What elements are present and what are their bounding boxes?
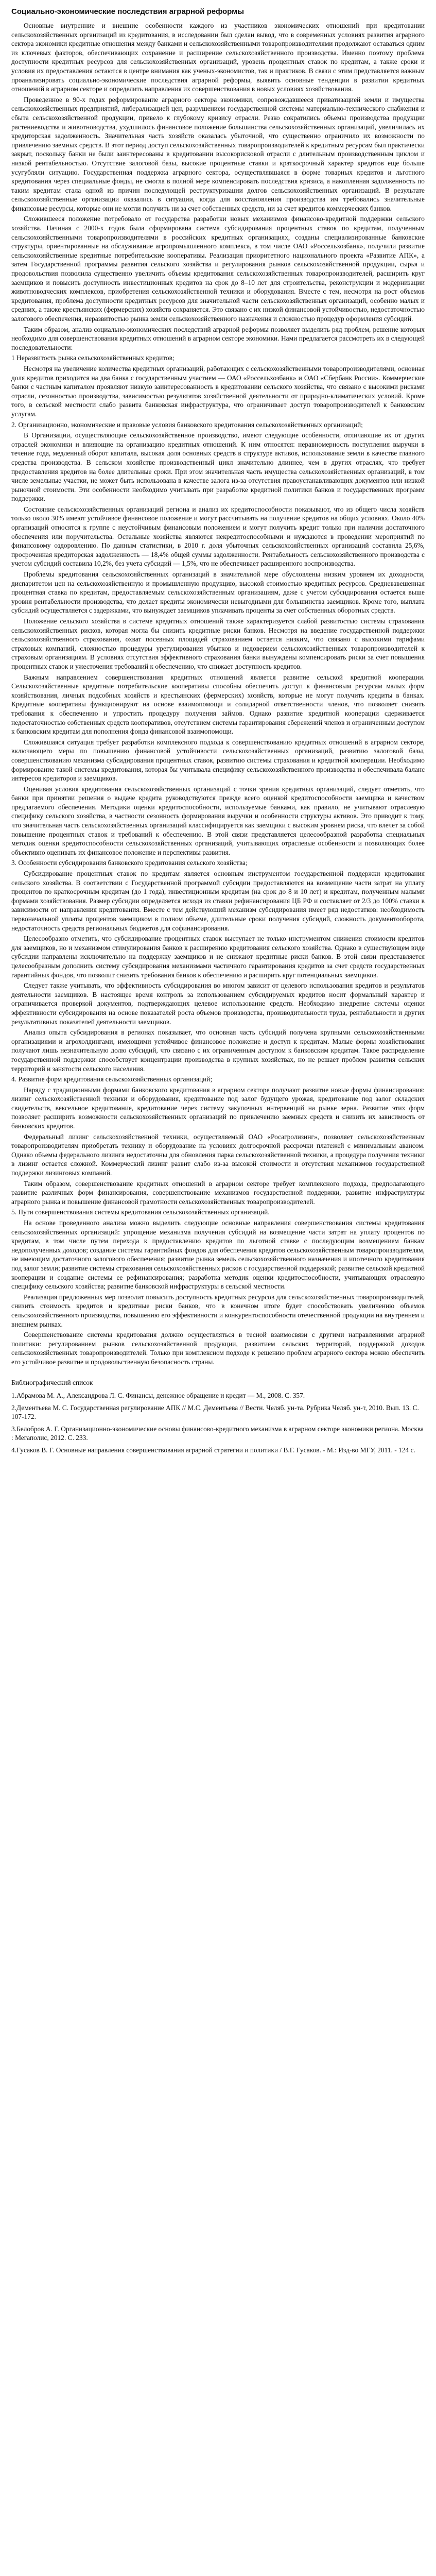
section-heading: 3. Особенности субсидирования банковского кредитования сельского хозяйства;	[11, 859, 248, 867]
section-heading: 1 Неразвитость рынка сельскохозяйственных кредитов;	[11, 354, 175, 362]
paragraph: Целесообразно отметить, что субсидирование процентных ставок выступает не только инструментом снижения стоимости кредитов для заемщиков, но и механизмом стимулирования банков к расширению кредитования сельского хозяйства. Однако в существующем виде субсидии направлены исключительно на поддержку заемщиков и не снижают кредитные риски банков. В этой связи представляется целесообразным дополнить систему субсидирования механизмами частичного гарантирования кредитов за счет средств государственных гарантийных фондов, что позволит снизить требования банков к обеспечению и расширить круг потенциальных заемщиков.	[11, 935, 425, 979]
paragraph: Анализ опыта субсидирования в регионах показывает, что основная часть субсидий получена крупными сельскохозяйственными организациями и агрохолдингами, имеющими устойчивое финансовое положение и доступ к кредитам. Малые формы хозяйствования получают лишь незначительную долю субсидий, что связано с их ограниченным доступом к банковским кредитам. Такое распределение государственной поддержки способствует концентрации производства в крупных хозяйствах, но не решает проблем развития сельских территорий и занятости сельского населения.	[11, 1028, 425, 1073]
paragraph: На основе проведенного анализа можно выделить следующие основные направления совершенствования системы кредитования сельскохозяйственных организаций: упрощение механизма получения субсидий на возмещение части затрат на уплату процентов по кредитам, в том числе путем перехода к предоставлению кредитов по льготной ставке с последующим возмещением банкам недополученных доходов; создание системы гарантийных фондов для обеспечения кредитов сельскохозяйственным товаропроизводителям, не имеющим достаточного залогового обеспечения; развитие рынка земель сельскохозяйственного назначения и ипотечного кредитования под залог земли; развитие системы страхования сельскохозяйственных рисков с государственной поддержкой; развитие сельской кредитной кооперации и создание системы ее рефинансирования; разработка методик оценки кредитоспособности, учитывающих отраслевую специфику сельского хозяйства; развитие банковской инфраструктуры в сельской местности.	[11, 1219, 425, 1291]
reference-item: 2.Дементьева М. С. Государственная регулирование АПК // М.С. Дементьева // Вестн. Челяб. ун-та. Рубрика Челяб. ун-т, 2010. Вып. 13. С. 107-172.	[11, 1403, 419, 1421]
section-heading: 4. Развитие форм кредитования сельскохозяйственных организаций;	[11, 1075, 213, 1083]
reference-item: 3.Белобров А. Г. Организационно-экономические основы финансово-кредитного механизма в аграрном секторе экономики региона. Москва : Мегаполис, 2012. С. 233.	[11, 1425, 424, 1442]
reference-item: 4.Гусаков В. Г. Основные направления совершенствования аграрной стратегии и политики / В.Г. Гусаков. - М.: Изд-во МГУ, 2011. - 124 с.	[11, 1446, 415, 1454]
paragraph: Проведенное в 90-х годах реформирование аграрного сектора экономики, сопровождавшееся приватизацией земли и имущества сельскохозяйственных предприятий, либерализацией цен, разрушением государственной системы материально-технического снабжения и сбыта сельскохозяйственной продукции, привело к глубокому кризису отрасли. Резко сократились объемы производства продукции растениеводства и животноводства, ухудшилось финансовое положение большинства сельскохозяйственных организаций, увеличилась их кредиторская задолженность. Значительная часть хозяйств оказалась убыточной, что существенно ограничило их возможности по привлечению заемных средств. В этот период доступ сельскохозяйственных товаропроизводителей к кредитным ресурсам был практически закрыт, поскольку банки не были заинтересованы в кредитовании высокорисковой отрасли с длительным производственным циклом и низкой рентабельностью. Отсутствие залоговой базы, высокие процентные ставки и краткосрочный характер кредитов еще больше усугубляли ситуацию. Государственная поддержка аграрного сектора, осуществлявшаяся в форме товарных кредитов и льготного кредитования через специальные фонды, не смогла в полной мере компенсировать последствия кризиса, а накопленная задолженность по таким кредитам стала одной из причин последующей реструктуризации долгов сельскохозяйственных организаций. В результате сельскохозяйственные организации оказались в ситуации, когда для восстановления производства им требовались значительные финансовые ресурсы, которые они не могли получить ни за счет собственных средств, ни за счет кредитов коммерческих банков.	[11, 95, 425, 212]
paragraph: Наряду с традиционными формами банковского кредитования в аграрном секторе получают развитие новые формы финансирования: лизинг сельскохозяйственной техники и оборудования, кредитование под залог будущего урожая, кредитование под залог складских свидетельств, вексельное кредитование, кредитование через систему закупочных интервенций на рынке зерна. Развитие этих форм позволяет расширить возможности сельскохозяйственных организаций по привлечению заемных средств и снизить их зависимость от банковских кредитов.	[11, 1086, 425, 1130]
document-title: Социально-экономические последствия аграрной реформы	[11, 7, 245, 16]
references-list	[11, 1391, 425, 1455]
paragraph: Важным направлением совершенствования кредитных отношений является развитие сельской кредитной кооперации. Сельскохозяйственные кредитные потребительские кооперативы способны обеспечить доступ к финансовым ресурсам малых форм хозяйствования, личных подсобных хозяйств и крестьянских (фермерских) хозяйств, которые не могут получить кредиты в банках. Кредитные кооперативы функционируют на основе взаимопомощи и солидарной ответственности членов, что позволяет снизить требования к обеспечению и упростить процедуру получения займов. Однако развитие кредитной кооперации сдерживается недостаточностью собственных средств кооперативов, отсутствием системы гарантирования сбережений членов и ограниченным доступом к банковским кредитам для пополнения фонда финансовой взаимопомощи.	[11, 673, 425, 736]
paragraph: Таким образом, совершенствование кредитных отношений в аграрном секторе требует комплексного подхода, предполагающего развитие различных форм финансирования, совершенствование механизмов государственной поддержки, развитие инфраструктуры аграрного рынка и повышение финансовой грамотности сельскохозяйственных товаропроизводителей.	[11, 1179, 425, 1206]
paragraph: Таким образом, анализ социально-экономических последствий аграрной реформы позволяет выделить ряд проблем, решение которых необходимо для совершенствования кредитных отношений в аграрном секторе экономики. Нами предлагается рассмотреть их в следующей последовательности:	[11, 325, 425, 351]
paragraph: Сложившееся положение потребовало от государства разработки новых механизмов финансово-кредитной поддержки сельского хозяйства. Начиная с 2000-х годов была сформирована система субсидирования процентных ставок по кредитам, полученным сельскохозяйственными товаропроизводителями в российских кредитных организациях, созданы специализированные банковские структуры, ориентированные на обслуживание агропромышленного комплекса, в том числе ОАО «Россельхозбанк», получили развитие сельскохозяйственные кредитные потребительские кооперативы. Реализация приоритетного национального проекта «Развитие АПК», а затем Государственной программы развития сельского хозяйства и регулирования рынков сельскохозяйственной продукции, сырья и продовольствия позволила существенно увеличить объемы кредитования сельскохозяйственных товаропроизводителей, расширить круг заемщиков и повысить доступность инвестиционных кредитов на срок до 8–10 лет для строительства, реконструкции и модернизации животноводческих комплексов, приобретения сельскохозяйственной техники и оборудования. Вместе с тем, несмотря на рост объемов кредитования, проблема доступности кредитных ресурсов для значительной части сельскохозяйственных организаций, особенно малых и средних, а также крестьянских (фермерских) хозяйств сохраняется. Это связано с их низкой финансовой устойчивостью, недостаточностью залогового обеспечения, неразвитостью рынка земли сельскохозяйственного назначения и сложностью процедур оформления субсидий.	[11, 215, 425, 323]
references-heading: Библиографический список	[11, 1378, 93, 1386]
paragraph: Проблемы кредитования сельскохозяйственных организаций в значительной мере обусловлены низким уровнем их доходности, диспаритетом цен на сельскохозяйственную и промышленную продукцию, высокой стоимостью кредитных ресурсов. Средневзвешенная процентная ставка по кредитам, предоставляемым сельскохозяйственным организациям, даже с учетом субсидирования остается выше уровня рентабельности производства, что делает кредиты экономически невыгодными для большинства заемщиков. Кроме того, выплата субсидий осуществляется с задержками, что вынуждает заемщиков уплачивать проценты за счет собственных оборотных средств.	[11, 570, 425, 615]
paragraph: Совершенствование системы кредитования должно осуществляться в тесной взаимосвязи с другими направлениями аграрной политики: регулированием рынков сельскохозяйственной продукции, развитием сельских территорий, поддержкой доходов сельскохозяйственных товаропроизводителей. Только при комплексном подходе к решению проблем аграрного сектора можно обеспечить его устойчивое развитие и продовольственную безопасность страны.	[11, 1331, 425, 1366]
paragraph: Федеральный лизинг сельскохозяйственной техники, осуществляемый ОАО «Росагролизинг», позволяет сельскохозяйственным товаропроизводителям приобретать технику и оборудование на условиях долгосрочной рассрочки платежей с минимальным авансом. Однако объемы федерального лизинга недостаточны для обновления парка сельскохозяйственной техники, а процедура получения техники в лизинг остается сложной. Коммерческий лизинг развит слабо из-за высокой стоимости и отсутствия механизмов государственной поддержки лизинговых компаний.	[11, 1132, 425, 1177]
document-body	[11, 21, 425, 1367]
paragraph: Основные внутренние и внешние особенности каждого из участников экономических отношений при кредитовании сельскохозяйственных организаций из кредитования, в исследовании был сделан вывод, что в современных условиях развития аграрного сектора экономики кредитные отношения между банками и сельскохозяйственными товаропроизводителями продолжают оставаться одним из ключевых факторов, обеспечивающих сохранение и расширение сельскохозяйственного производства. Именно поэтому проблема доступности кредитных ресурсов для сельскохозяйственных организаций, уровень процентных ставок по кредитам, а также сроки и условия их предоставления остаются в центре внимания как ученых-экономистов, так и практиков. В связи с этим представляется важным проанализировать социально-экономические последствия аграрной реформы, выявить основные тенденции в развитии кредитных отношений в аграрном секторе и определить направления их совершенствования в новых условиях хозяйствования.	[11, 22, 425, 93]
paragraph: Положение сельского хозяйства в системе кредитных отношений также характеризуется слабой развитостью системы страхования сельскохозяйственных рисков, которая могла бы снизить кредитные риски банков. Несмотря на введение государственной поддержки сельскохозяйственного страхования, охват посевных площадей страхованием остается низким, что связано с высокими тарифами страховых компаний, сложностью процедуры урегулирования убытков и недоверием сельскохозяйственных товаропроизводителей к страховым организациям. В условиях отсутствия эффективного страхования банки вынуждены компенсировать риски за счет повышения процентных ставок и ужесточения требований к обеспечению, что снижает доступность кредитов.	[11, 617, 425, 670]
reference-item: 1.Абрамова М. А., Александрова Л. С. Финансы, денежное обращение и кредит — М., 2008. С. 357.	[11, 1392, 305, 1400]
section-heading: 2. Организационно, экономические и правовые условия банковского кредитования сельскохозяйственных организаций;	[11, 420, 363, 429]
paragraph: Состояние сельскохозяйственных организаций региона и анализ их кредитоспособности показывают, что из общего числа хозяйств только около 30% имеют устойчивое финансовое положение и могут рассчитывать на получение кредитов на общих условиях. Около 40% организаций относятся к группе с неустойчивым финансовым положением и могут получить кредит только при наличии достаточного обеспечения или поручительства. Остальные хозяйства являются некредитоспособными и нуждаются в проведении мероприятий по финансовому оздоровлению. По данным статистики, в 2010 г. доля убыточных сельскохозяйственных организаций составила 25,6%, просроченная кредиторская задолженность — 18,4% общей суммы задолженности. Рентабельность сельскохозяйственного производства с учетом субсидий составила 10,2%, без учета субсидий — 1,5%, что не обеспечивает расширенного воспроизводства.	[11, 505, 425, 568]
paragraph: Оценивая условия кредитования сельскохозяйственных организаций с точки зрения кредитных организаций, следует отметить, что банки при принятии решения о выдаче кредита руководствуются прежде всего оценкой кредитоспособности заемщика и качеством предлагаемого обеспечения. Методики оценки кредитоспособности, используемые банками, как правило, не учитывают отраслевую специфику сельского хозяйства, в частности сезонность формирования выручки и особенности структуры активов. Это приводит к тому, что значительная часть сельскохозяйственных организаций классифицируется как заемщики с высоким уровнем риска, что влечет за собой повышение процентных ставок и требований к обеспечению. В этой связи представляется целесообразной разработка специальных методик оценки кредитоспособности сельскохозяйственных организаций, учитывающих отраслевые особенности и позволяющих более объективно оценивать их финансовое положение и перспективы развития.	[11, 785, 425, 856]
paragraph: Субсидирование процентных ставок по кредитам является основным инструментом государственной поддержки кредитования сельского хозяйства. В соответствии с Государственной программой субсидии предоставляются на возмещение части затрат на уплату процентов по краткосрочным кредитам (до 1 года), инвестиционным кредитам (на срок до 8 и 10 лет) и кредитам, полученным малыми формами хозяйствования. Размер субсидии определяется исходя из ставки рефинансирования ЦБ РФ и составляет от 2/3 до 100% ставки в зависимости от направления кредитования. Вместе с тем действующий механизм субсидирования имеет ряд недостатков: необходимость первоначальной уплаты процентов заемщиком в полном объеме, длительные сроки получения субсидий, сложность документооборота, недостаточность средств региональных бюджетов для софинансирования.	[11, 870, 425, 932]
paragraph: В Организации, осуществляющие сельскохозяйственное производство, имеют следующие особенности, отличающие их от других отраслей экономики и влияющие на организацию кредитных отношений. К ним относятся: неравномерность поступления выручки в течение года, медленный оборот капитала, высокая доля основных средств в структуре активов, использование земли в качестве главного средства производства. В сельском хозяйстве производственный цикл значительно длиннее, чем в других отраслях, что требует предоставления кредитов на более длительные сроки. При этом значительная часть имущества сельскохозяйственных организаций, в том числе земельные участки, не может быть использована в качестве залога из-за отсутствия правоустанавливающих документов или низкой рыночной стоимости. Эти особенности необходимо учитывать при разработке кредитной политики банков и государственных программ поддержки.	[11, 431, 425, 503]
paragraph: Сложившаяся ситуация требует разработки комплексного подхода к совершенствованию кредитных отношений в аграрном секторе, включающего меры по повышению финансовой устойчивости сельскохозяйственных организаций, развитию залоговой базы, совершенствованию механизма субсидирования процентных ставок, развитию системы страхования и кредитной кооперации. Необходимо формирование такой системы кредитования, которая бы учитывала специфику сельскохозяйственного производства и обеспечивала баланс интересов кредиторов и заемщиков.	[11, 738, 425, 783]
paragraph: Реализация предложенных мер позволит повысить доступность кредитных ресурсов для сельскохозяйственных товаропроизводителей, снизить стоимость кредитов и кредитные риски банков, что в конечном итоге будет способствовать увеличению объемов сельскохозяйственного производства, повышению его эффективности и конкурентоспособности отечественной продукции на внутреннем и внешнем рынках.	[11, 1293, 425, 1328]
section-heading: 5. Пути совершенствования системы кредитования сельскохозяйственных организаций.	[11, 1208, 270, 1216]
paragraph: Несмотря на увеличение количества кредитных организаций, работающих с сельскохозяйственными товаропроизводителями, основная доля кредитов приходится на два банка с государственным участием — ОАО «Россельхозбанк» и ОАО «Сбербанк России». Коммерческие банки с частным капиталом проявляют низкую заинтересованность в кредитовании сельского хозяйства, что связано с высокими рисками отрасли, сезонностью производства, зависимостью результатов хозяйственной деятельности от природно-климатических условий. Кроме того, в сельской местности слабо развита банковская инфраструктура, что ограничивает доступ товаропроизводителей к банковским услугам.	[11, 364, 425, 418]
paragraph: Следует также учитывать, что эффективность субсидирования во многом зависит от целевого использования кредитов и результатов деятельности заемщиков. В настоящее время контроль за использованием субсидируемых кредитов носит формальный характер и ограничивается проверкой документов, подтверждающих целевое использование средств. Необходимо внедрение системы оценки эффективности субсидирования на основе показателей роста объемов производства, производительности труда, рентабельности и других результативных показателей деятельности заемщиков.	[11, 981, 425, 1026]
